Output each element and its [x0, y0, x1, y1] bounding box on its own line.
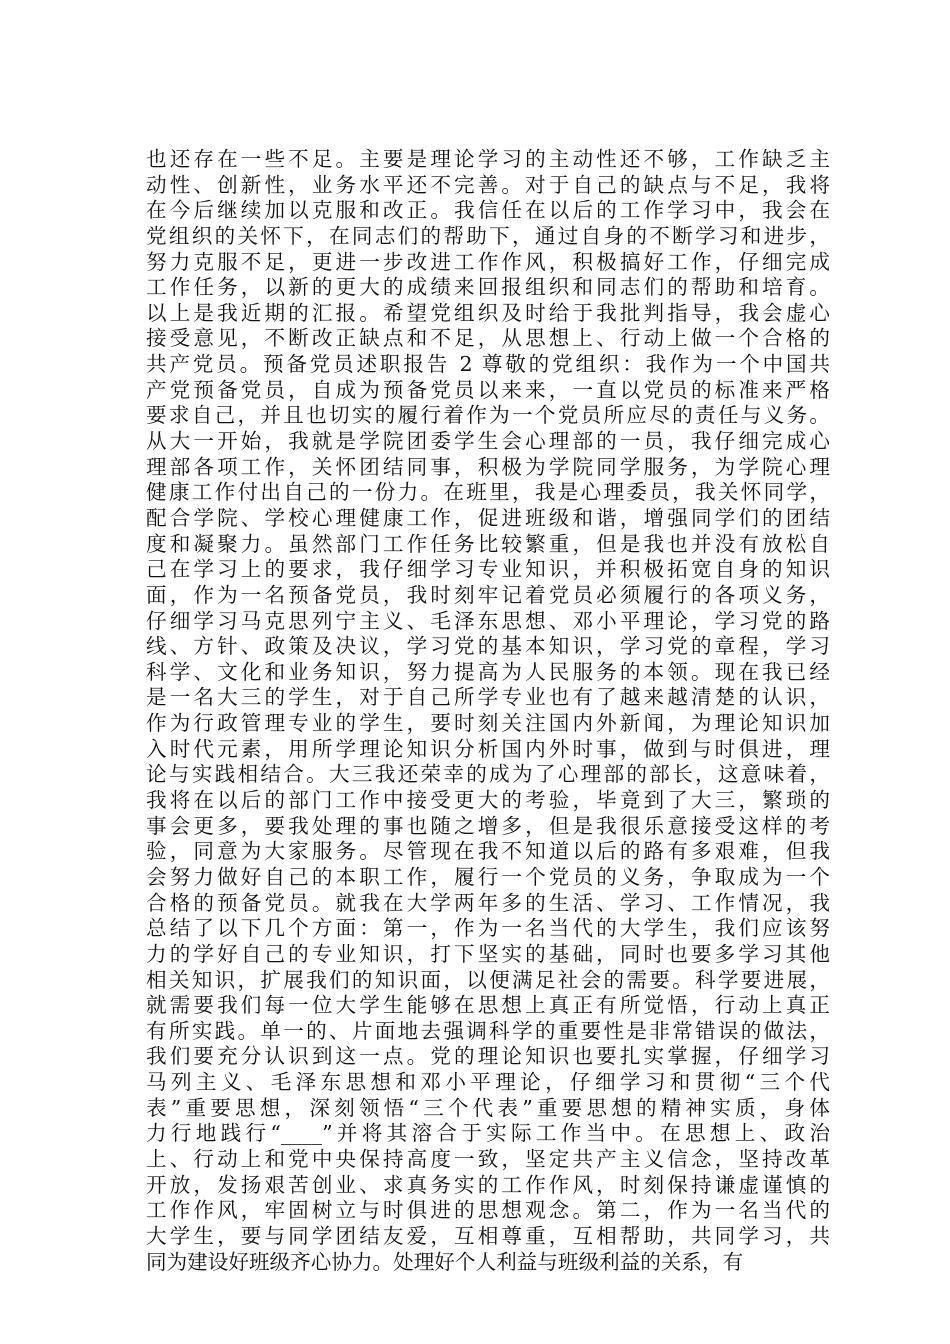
text-line: 工作任务，以新的更大的成绩来回报组织和同志们的帮助和培育。 [146, 275, 830, 300]
text-line: 力行地践行“____”并将其溶合于实际工作当中。在思想上、政治 [146, 1121, 830, 1146]
text-line: 作为行政管理专业的学生，要时刻关注国内外新闻，为理论知识加 [146, 711, 830, 736]
text-line: 产党预备党员，自成为预备党员以来来，一直以党员的标准来严格 [146, 377, 830, 402]
text-line: 度和凝聚力。虽然部门工作任务比较繁重，但是我也并没有放松自 [146, 531, 830, 556]
text-line: 验，同意为大家服务。尽管现在我不知道以后的路有多艰难，但我 [146, 839, 830, 864]
text-line: 上、行动上和党中央保持高度一致，坚定共产主义信念，坚持改革 [146, 1146, 830, 1171]
text-line: 力的学好自己的专业知识，打下坚实的基础，同时也要多学习其他 [146, 941, 830, 966]
text-line: 接受意见，不断改正缺点和不足，从思想上、行动上做一个合格的 [146, 326, 830, 351]
text-line: 也还存在一些不足。主要是理论学习的主动性还不够，工作缺乏主 [146, 147, 830, 171]
text-line: 线、方针、政策及决议，学习党的基本知识，学习党的章程，学习 [146, 634, 830, 659]
text-line: 党组织的关怀下，在同志们的帮助下，通过自身的不断学习和进步， [146, 223, 830, 248]
text-line: 动性、创新性，业务水平还不完善。对于自己的缺点与不足，我将 [146, 172, 830, 197]
text-line: 以上是我近期的汇报。希望党组织及时给于我批判指导，我会虚心 [146, 300, 830, 325]
text-line: 论与实践相结合。大三我还荣幸的成为了心理部的部长，这意味着， [146, 762, 830, 787]
text-line: 是一名大三的学生，对于自己所学专业也有了越来越清楚的认识， [146, 685, 830, 710]
text-line: 从大一开始，我就是学院团委学生会心理部的一员，我仔细完成心 [146, 429, 830, 454]
text-line: 相关知识，扩展我们的知识面，以便满足社会的需要。科学要进展， [146, 967, 830, 992]
text-line: 配合学院、学校心理健康工作，促进班级和谐，增强同学们的团结 [146, 505, 830, 530]
text-line: 表”重要思想，深刻领悟“三个代表”重要思想的精神实质，身体 [146, 1095, 830, 1120]
text-line: 同为建设好班级齐心协力。处理好个人利益与班级利益的关系，有 [146, 1249, 744, 1274]
text-line: 共产党员。预备党员述职报告 2 尊敬的党组织：我作为一个中国共 [146, 352, 830, 377]
text-line: 面，作为一名预备党员，我时刻牢记着党员必须履行的各项义务， [146, 582, 830, 607]
text-line: 入时代元素，用所学理论知识分析国内外时事，做到与时俱进，理 [146, 736, 830, 761]
text-line: 总结了以下几个方面：第一，作为一名当代的大学生，我们应该努 [146, 916, 830, 941]
text-line: 要求自己，并且也切实的履行着作为一个党员所应尽的责任与义务。 [146, 403, 830, 428]
text-line: 开放，发扬艰苦创业、求真务实的工作作风，时刻保持谦虚谨慎的 [146, 1172, 830, 1197]
text-line: 己在学习上的要求，我仔细学习专业知识，并积极拓宽自身的知识 [146, 557, 830, 582]
text-line: 科学、文化和业务知识，努力提高为人民服务的本领。现在我已经 [146, 659, 830, 684]
text-line: 努力克服不足，更进一步改进工作作风，积极搞好工作，仔细完成 [146, 249, 830, 274]
text-line: 马列主义、毛泽东思想和邓小平理论，仔细学习和贯彻“三个代 [146, 1070, 830, 1095]
text-line: 工作作风，牢固树立与时俱进的思想观念。第二，作为一名当代的 [146, 1198, 830, 1223]
text-line: 仔细学习马克思列宁主义、毛泽东思想、邓小平理论，学习党的路 [146, 608, 830, 633]
text-line: 在今后继续加以克服和改正。我信任在以后的工作学习中，我会在 [146, 198, 830, 223]
text-line: 健康工作付出自己的一份力。在班里，我是心理委员，我关怀同学， [146, 480, 830, 505]
text-line: 大学生，要与同学团结友爱，互相尊重，互相帮助，共同学习，共 [146, 1223, 830, 1248]
text-line: 合格的预备党员。就我在大学两年多的生活、学习、工作情况，我 [146, 890, 830, 915]
text-line: 会努力做好自己的本职工作，履行一个党员的义务，争取成为一个 [146, 864, 830, 889]
text-line: 有所实践。单一的、片面地去强调科学的重要性是非常错误的做法， [146, 1018, 830, 1043]
text-line: 事会更多，要我处理的事也随之增多，但是我很乐意接受这样的考 [146, 813, 830, 838]
text-line: 我们要充分认识到这一点。党的理论知识也要扎实掌握，仔细学习 [146, 1044, 830, 1069]
body-text [146, 147, 830, 1275]
text-line: 我将在以后的部门工作中接受更大的考验，毕竟到了大三，繁琐的 [146, 788, 830, 813]
text-line: 就需要我们每一位大学生能够在思想上真正有所觉悟，行动上真正 [146, 993, 830, 1018]
text-line: 理部各项工作，关怀团结同事，积极为学院同学服务，为学院心理 [146, 454, 830, 479]
